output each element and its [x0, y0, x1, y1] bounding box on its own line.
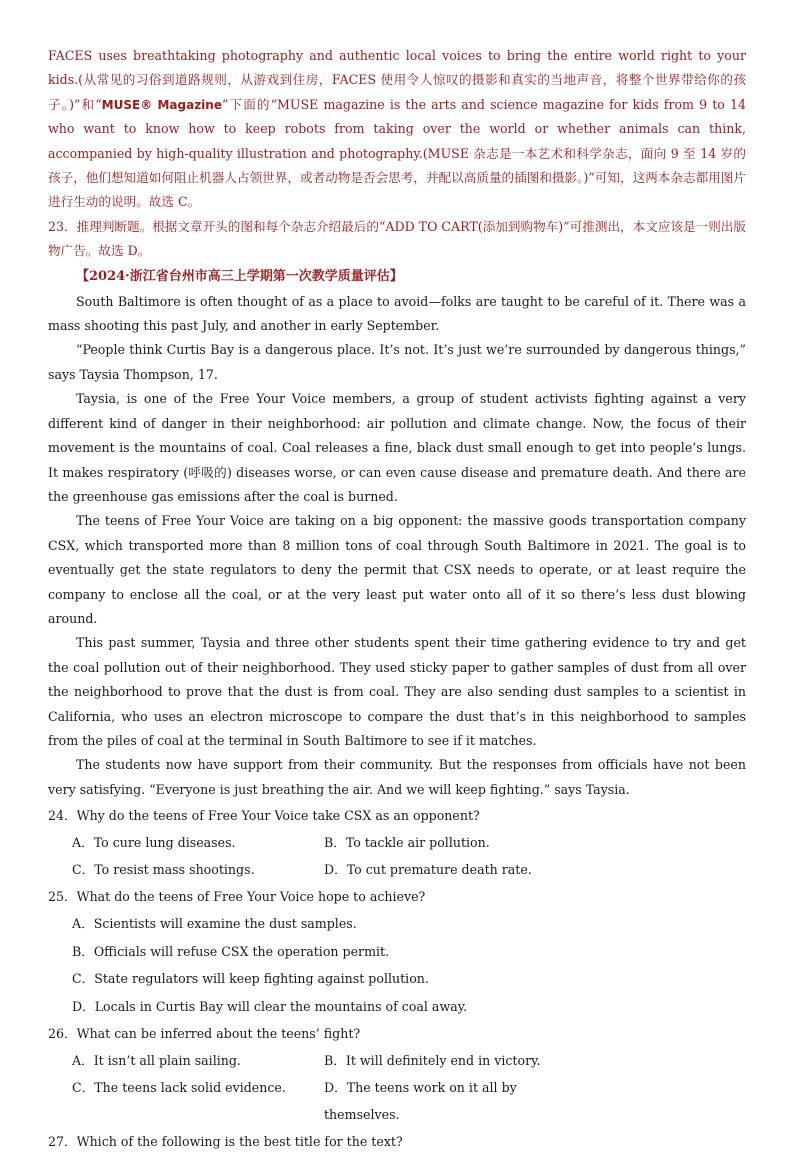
question-25-stem: 25．What do the teens of Free Your Voice hope to achieve? [48, 889, 426, 905]
question-26-stem: 26．What can be inferred about the teens’ fight? [48, 1026, 361, 1042]
question-24-stem: 24．Why do the teens of Free Your Voice take CSX as an opponent? [48, 808, 480, 824]
q25-option-c: C．State regulators will keep fighting against pollution. [72, 971, 429, 987]
question-26-options-row2 [48, 1074, 746, 1128]
q26-option-d: D．The teens work on it all by themselves. [324, 1080, 517, 1123]
passage-paragraph: Taysia, is one of the Free Your Voice members, a group of student activists fighting against a very different kind of danger in their neighborhood: air pollution and climate change. Now, the focus of their movement is the mountains of coal. Coal releases a fine, black dust small enough to get into people’s lungs. It makes respiratory (呼吸的) diseases worse, or can even cause disease and premature death. And there are the greenhouse gas emissions after the coal is burned. [48, 391, 746, 504]
q26-option-c: C．The teens lack solid evidence. [72, 1080, 286, 1096]
q25-option-d: D．Locals in Curtis Bay will clear the mountains of coal away. [72, 998, 468, 1014]
answer-text-2: ”下面的“MUSE magazine is the arts and science magazine for kids from 9 to 14 who want to know how to keep robots from taking over the world or whether animals can think, accompanied by high-quality illustration and photography.(MUSE 杂志是一本艺术和科学杂志，面向 9 至 14 岁的孩子，他们想知道如何阻止机器人占领世界，或者动物是否会思考，并配以高质量的插图和摄影。)”可知，这两本杂志都用图片进行生动的说明。故选 C。 [48, 96, 746, 210]
passage-paragraph: South Baltimore is often thought of as a place to avoid—folks are taught to be careful of it. There was a mass shooting this past July, and another in early September. [48, 293, 746, 334]
q24-option-c: C．To resist mass shootings. [72, 862, 255, 878]
q26-option-a: A．It isn’t all plain sailing. [72, 1053, 241, 1069]
q25-option-a: A．Scientists will examine the dust samples. [72, 916, 357, 932]
answer-text-1: FACES uses breathtaking photography and authentic local voices to bring the entire world right to your kids.(从常见的习俗到道路规则，从游戏到住房，FACES 使用令人惊叹的摄影和真实的当地声音，将整个世界带给你的孩子。)”和“ [48, 48, 746, 112]
source-heading: 【2024·浙江省台州市高三上学期第一次教学质量评估】 [76, 268, 403, 284]
passage-paragraph: “People think Curtis Bay is a dangerous place. It’s not. It’s just we’re surrounded by dangerous things,” says Taysia Thompson, 17. [48, 342, 746, 382]
passage-paragraph: This past summer, Taysia and three other students spent their time gathering evidence to try and get the coal pollution out of their neighborhood. They used sticky paper to gather samples of dust from all over the neighborhood to prove that the dust is from coal. They are also sending dust samples to a scientist in California, who uses an electron microscope to compare the dust that’s in this neighborhood to samples from the piles of coal at the terminal in South Baltimore to see if it matches. [48, 635, 746, 748]
muse-magazine-label: MUSE® Magazine [101, 97, 222, 112]
question-27-stem: 27．Which of the following is the best title for the text? [48, 1134, 403, 1150]
q24-option-a: A．To cure lung diseases. [72, 835, 236, 851]
question-26-options-row1 [48, 1047, 746, 1074]
q24-option-b: B．To tackle air pollution. [324, 835, 490, 851]
passage-paragraph: The students now have support from their community. But the responses from officials have not been very satisfying. “Everyone is just breathing the air. And we will keep fighting.” says Taysia. [48, 757, 746, 797]
answer-q23: 23．推理判断题。根据文章开头的图和每个杂志介绍最后的“ADD TO CART(添加到购物车)”可推测出，本文应该是一则出版物广告。故选 D。 [48, 218, 746, 259]
passage-paragraph: The teens of Free Your Voice are taking on a big opponent: the massive goods transportation company CSX, which transported more than 8 million tons of coal through South Baltimore in 2021. The goal is to eventually get the state regulators to deny the permit that CSX needs to operate, or at least require the company to enclose all the coal, or at the very least put water onto all of it so there’s less dust blowing around. [48, 513, 746, 626]
q26-option-b: B．It will definitely end in victory. [324, 1053, 541, 1069]
document-page [48, 44, 746, 1155]
q25-option-b: B．Officials will refuse CSX the operation permit. [72, 943, 390, 959]
question-24-options-row1 [48, 829, 746, 856]
q24-option-d: D．To cut premature death rate. [324, 862, 532, 878]
question-24-options-row2 [48, 856, 746, 883]
answer-explanation [48, 44, 746, 215]
